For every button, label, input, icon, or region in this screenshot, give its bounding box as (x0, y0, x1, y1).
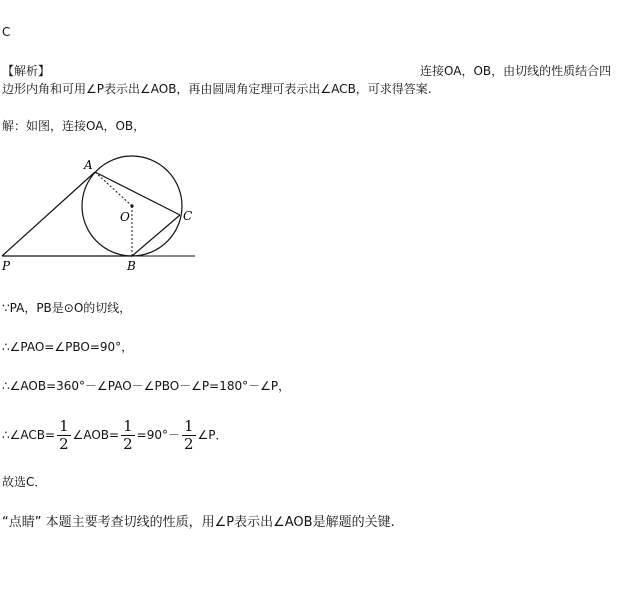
solution-step-4 (2, 416, 228, 454)
label-p: P (2, 259, 11, 273)
step4-mid2: =90°－ (136, 428, 180, 442)
step4-mid: ∠AOB= (72, 428, 120, 442)
fraction-half-2: $\frac{1}{2}$ (123, 417, 133, 453)
solution-intro: 解：如图，连接OA，OB， (2, 119, 146, 133)
solution-step-1: ∵PA，PB是⊙O的切线， (2, 301, 132, 315)
step4-suffix: ∠P． (197, 428, 228, 442)
label-c: C (183, 209, 193, 223)
analysis-text-line2: 边形内角和可用∠P表示出∠AOB，再由圆周角定理可表示出∠ACB，可求得答案. (2, 82, 432, 96)
label-o: O (120, 210, 130, 224)
answer-letter: C (2, 25, 11, 39)
segment-ac (95, 172, 180, 215)
analysis-text-right: 连接OA，OB，由切线的性质结合四 (420, 64, 612, 78)
solution-conclusion: 故选C． (2, 475, 47, 489)
segment-oa-dotted (95, 172, 132, 206)
fraction-half-3: $\frac{1}{2}$ (183, 417, 194, 453)
label-b: B (127, 259, 136, 273)
segment-pa (2, 172, 95, 256)
comment-text: “点睛” 本题主要考查切线的性质，用∠P表示出∠AOB是解题的关键. (2, 515, 395, 530)
center-point-o (130, 204, 133, 207)
geometry-figure (0, 150, 200, 275)
step4-prefix: ∴∠ACB= (2, 428, 56, 442)
solution-step-3: ∴∠AOB=360°－∠PAO－∠PBO－∠P=180°－∠P， (2, 379, 291, 393)
solution-step-2: ∴∠PAO=∠PBO=90°， (2, 340, 134, 354)
analysis-label: 【解析】 (2, 64, 51, 78)
label-a: A (84, 158, 93, 172)
fraction-half-1: $\frac{1}{2}$ (59, 417, 69, 453)
